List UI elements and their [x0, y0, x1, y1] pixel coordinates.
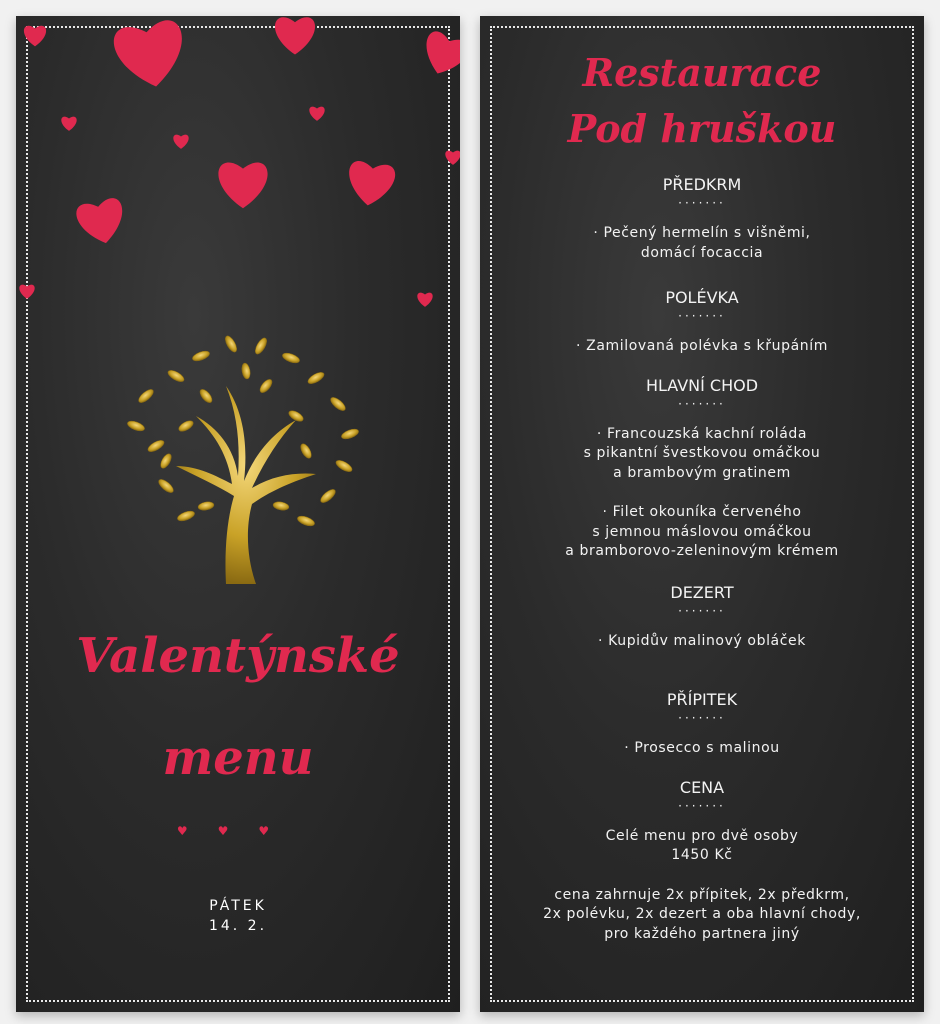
- menu-item: s jemnou máslovou omáčkou: [592, 523, 812, 540]
- menu-item: s pikantní švestkovou omáčkou: [583, 445, 821, 461]
- menu-cover-panel: [16, 16, 460, 1012]
- section-heading-soup: POLÉVKA: [665, 288, 739, 307]
- price-note: 2x polévku, 2x dezert a oba hlavní chody,: [543, 906, 861, 922]
- section-heading-toast: PŘÍPITEK: [666, 690, 738, 709]
- price-note: cena zahrnuje 2x přípitek, 2x předkrm,: [554, 886, 850, 903]
- restaurant-name-line1: Restaurace: [582, 50, 822, 95]
- menu-item: · Filet okouníka červeného: [602, 504, 802, 520]
- menu-item: · Pečený hermelín s višněmi,: [593, 225, 811, 241]
- restaurant-name-line2: Pod hruškou: [567, 106, 837, 151]
- heart-icon: [104, 16, 196, 96]
- section-divider: ·······: [678, 603, 726, 618]
- section-divider: ·······: [678, 196, 726, 210]
- menu-item: · Francouzská kachní roláda: [596, 425, 808, 442]
- heart-icon: [413, 21, 460, 85]
- heart-icon: [22, 22, 48, 48]
- small-hearts-row: ♥♥♥: [176, 824, 300, 838]
- section-divider: ·······: [678, 711, 726, 725]
- menu-item: · Zamilovaná polévka s křupáním: [576, 338, 828, 354]
- section-divider: ·······: [678, 396, 726, 411]
- section-heading-price: CENA: [679, 777, 725, 797]
- section-divider: ·······: [678, 798, 726, 813]
- heart-icon: [18, 282, 36, 300]
- menu-item: · Prosecco s malinou: [624, 740, 780, 756]
- golden-tree-illustration: [106, 316, 376, 586]
- price-value: 1450 Kč: [671, 847, 733, 863]
- cover-title-line1: Valentýnské: [76, 628, 400, 684]
- menu-item: a brambovým gratinem: [613, 464, 791, 481]
- section-heading-main: HLAVNÍ CHOD: [645, 375, 759, 395]
- heart-icon: [266, 16, 324, 56]
- menu-item: domácí focaccia: [640, 244, 764, 261]
- section-heading-dessert: DEZERT: [670, 582, 734, 602]
- menu-content-panel: [480, 16, 924, 1012]
- cover-title-line2: menu: [162, 730, 314, 786]
- event-date: [16, 896, 460, 936]
- section-heading-starter: PŘEDKRM: [662, 175, 742, 194]
- heart-icon: [444, 148, 460, 166]
- price-note: pro každého partnera jiný: [604, 925, 800, 942]
- menu-item: a bramborovo-zeleninovým krémem: [565, 543, 839, 559]
- price-description: Celé menu pro dvě osoby: [605, 827, 799, 844]
- heart-icon: [60, 114, 78, 132]
- menu-item: · Kupidův malinový obláček: [598, 632, 806, 649]
- heart-icon: [69, 189, 133, 251]
- heart-icon: [341, 152, 402, 211]
- section-divider: ·······: [678, 309, 726, 323]
- heart-icon: [308, 104, 326, 122]
- menu-list: [500, 174, 904, 944]
- heart-icon: [416, 290, 434, 308]
- event-day: PÁTEK: [209, 898, 267, 914]
- heart-icon: [214, 156, 272, 210]
- event-date-value: 14. 2.: [208, 918, 268, 934]
- heart-icon: [172, 132, 190, 150]
